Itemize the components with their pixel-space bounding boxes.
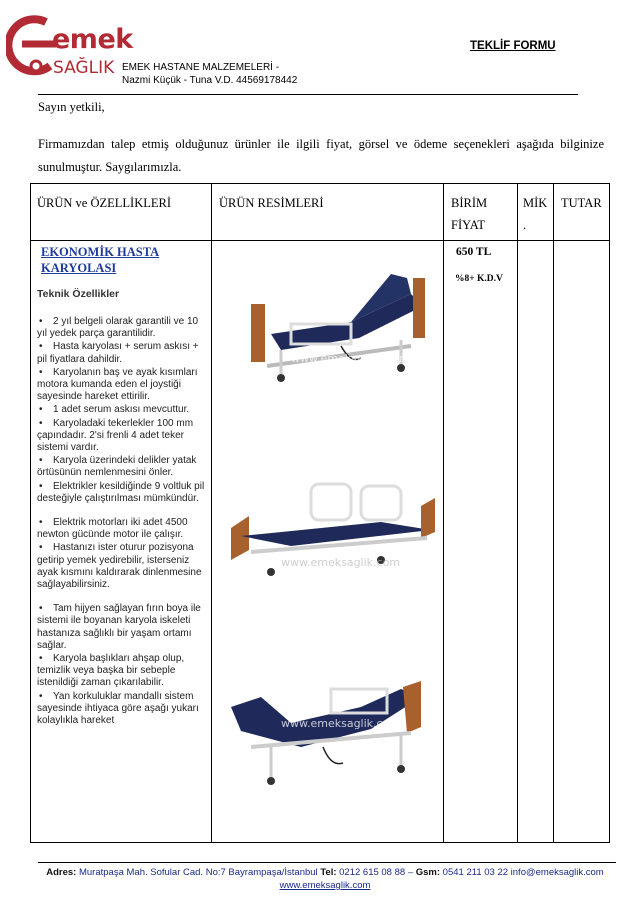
unit-price: 650 TL	[456, 246, 492, 258]
feature-item	[37, 316, 209, 340]
header-divider	[38, 94, 578, 95]
bed-image-3	[231, 667, 441, 797]
footer-divider	[38, 862, 616, 863]
bullet-icon: •	[39, 455, 43, 467]
header-images: ÜRÜN RESİMLERİ	[219, 196, 324, 210]
feature-item	[37, 341, 209, 365]
column-divider	[517, 184, 518, 842]
header-quantity-line1: MİK	[523, 196, 548, 210]
header-product: ÜRÜN ve ÖZELLİKLERİ	[37, 196, 171, 210]
feature-item	[37, 481, 209, 505]
feature-text: Hastanızı ister oturur pozisyona getirip yemek yedirebilir, isterseniz ayak kısmını kaldırarak dinlenmesine sağlayabilirsiniz.	[37, 542, 202, 591]
bullet-icon: •	[39, 417, 43, 429]
feature-item	[37, 542, 209, 591]
gsm-label: Gsm:	[415, 867, 441, 878]
header-quantity-line2: .	[523, 218, 527, 232]
feature-text: Tam hijyen sağlayan fırın boya ile sistemi ile boyanan karyola iskeleti hastanıza sağlıklı bir yaşam ortamı sağlar.	[37, 603, 201, 651]
feature-text: Karyolanın baş ve ayak kısımları motora kumanda eden el joystiği sayesinde hareket ettirilir.	[37, 366, 198, 403]
bullet-icon: •	[39, 517, 43, 529]
feature-text: Karyola üzerindeki delikler yatak örtüsünün nemlenmesini önler.	[37, 455, 197, 479]
feature-text: Elektrikler kesildiğinde 9 voltluk pil desteğiyle çalıştırılması mümkündür.	[37, 480, 205, 504]
header-unit-price-line1: BİRİM	[451, 196, 488, 210]
feature-item	[37, 367, 209, 404]
footer-address-line	[20, 866, 630, 879]
header-total: TUTAR	[561, 196, 602, 210]
bullet-icon: •	[39, 690, 43, 702]
header-unit-price-line2: FİYAT	[451, 218, 486, 232]
column-divider	[553, 184, 554, 842]
website-link[interactable]: www.emeksaglik.com	[279, 880, 371, 891]
column-divider	[443, 184, 444, 842]
company-logo	[6, 14, 133, 80]
feature-item	[37, 653, 209, 690]
greeting: Sayın yetkili,	[38, 100, 105, 114]
watermark: www.emeksaglik.com	[291, 352, 411, 365]
feature-text: Yan korkuluklar mandallı sistem sayesinde ihtiyaca göre aşağı yukarı kolaylıkla hareket	[37, 690, 199, 727]
bullet-icon: •	[39, 404, 43, 416]
bullet-icon: •	[39, 542, 43, 554]
gsm-text: 0541 211 03 22 info@emeksaglik.com	[440, 867, 604, 878]
form-title: TEKLİF FORMU	[470, 40, 556, 52]
bullet-icon: •	[39, 341, 43, 353]
tel-text: 0212 615 08 88 –	[336, 867, 416, 878]
feature-item	[37, 418, 209, 455]
header-quantity	[523, 192, 547, 236]
bullet-icon: •	[39, 603, 43, 615]
feature-text: Hasta karyolası + serum askısı + pil fiyatlara dahildir.	[37, 341, 199, 365]
product-title-link[interactable]: EKONOMİK HASTA KARYOLASI	[41, 245, 160, 275]
company-contact: Nazmi Küçük - Tuna V.D. 44569178442	[122, 75, 298, 86]
offer-table	[30, 183, 610, 843]
feature-item	[37, 517, 209, 541]
watermark: www.emeksaglik.com	[281, 556, 401, 569]
feature-text: Karyoladaki tekerlekler 100 mm çapındadır. 2'si frenli 4 adet teker sistemi vardır.	[37, 417, 194, 454]
footer	[20, 866, 630, 892]
feature-text: 2 yıl belgeli olarak garantili ve 10 yıl yedek parça garantilidir.	[37, 316, 199, 340]
address-label: Adres:	[46, 867, 77, 878]
column-divider	[211, 184, 212, 842]
vat-note: %8+ K.D.V	[455, 274, 503, 284]
logo-text-top: emek	[52, 24, 133, 55]
bed-image-1	[231, 254, 441, 389]
header-row-divider	[31, 240, 609, 241]
feature-item	[37, 455, 209, 479]
intro-paragraph: Firmamızdan talep etmiş olduğunuz ürünler ile ilgili fiyat, görsel ve ödeme seçenekleri aşağıda bilginize sunulmuştur. Saygılarımızla.	[38, 137, 604, 174]
bullet-icon: •	[39, 366, 43, 378]
feature-item	[37, 404, 209, 416]
bed-image-2	[231, 476, 441, 586]
header-unit-price	[451, 192, 487, 236]
feature-item	[37, 603, 209, 652]
feature-text: Elektrik motorları iki adet 4500 newton gücünde motor ile çalışır.	[37, 517, 188, 541]
logo-text-bottom: SAĞLIK	[53, 58, 115, 78]
bullet-icon: •	[39, 653, 43, 665]
spec-title: Teknik Özellikler	[37, 288, 120, 300]
tel-label: Tel:	[320, 867, 337, 878]
feature-text: Karyola başlıkları ahşap olup, temizlik veya başka bir sebeple istenildiği zaman çıkarılabilir.	[37, 653, 185, 689]
company-name: EMEK HASTANE MALZEMELERİ -	[122, 62, 280, 73]
address-text: Muratpaşa Mah. Sofular Cad. No:7 Bayrampaşa/İstanbul	[76, 867, 321, 878]
feature-list	[37, 316, 209, 728]
bullet-icon: •	[39, 480, 43, 492]
bullet-icon: •	[39, 316, 43, 327]
watermark: www.emeksaglik.com	[281, 717, 401, 730]
feature-text: 1 adet serum askısı mevcuttur.	[53, 404, 190, 416]
feature-item	[37, 691, 209, 728]
